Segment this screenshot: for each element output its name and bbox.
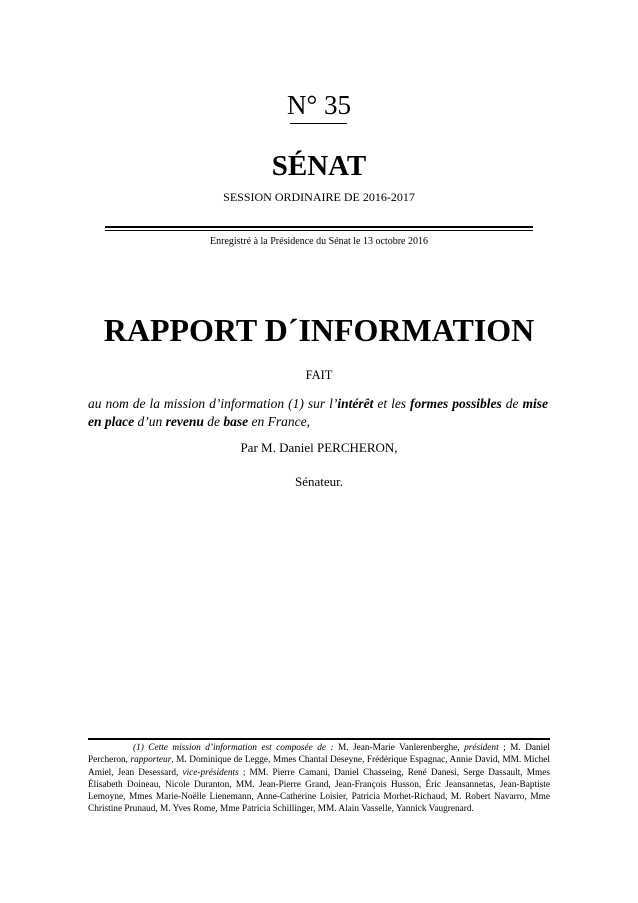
- fn-role: vice-présidents: [182, 767, 239, 778]
- fn-role: rapporteur: [130, 755, 172, 766]
- author-title: Sénateur.: [294, 474, 343, 489]
- footnote-divider: [88, 738, 550, 740]
- institution-name: SÉNAT: [271, 150, 367, 182]
- fait-label: FAIT: [305, 368, 333, 382]
- text-segment: de: [203, 414, 224, 429]
- text-segment: d’un: [134, 414, 166, 429]
- fn-text: M. Jean-Marie Vanlerenberghe,: [333, 743, 465, 753]
- fn-text: ; MM. Pierre Camani, Daniel Chasseing, René Danesi, Serge Dassault, Mmes Élisabeth Doineau, Nicole Duranton, MM. Jean-Pierre Grand, Jean-François Husson, Éric Jeansannetas, Jean-Baptiste Lemoyne, Mmes Marie-Noëlle Lienemann, Anne-Catherine Loisier, Patricia Morhet-Richaud, M. Robert Navarro, Mme Christine Prunaud, M. Yves Rome, Mme Patricia Schillinger, MM. Alain Vasselle, Yannick Vaugrenard.: [88, 767, 550, 815]
- fn-role: président: [464, 743, 499, 753]
- emphasis: formes possibles: [410, 396, 502, 411]
- emphasis: base: [223, 414, 249, 429]
- subject-paragraph: [88, 395, 548, 431]
- text-segment: de: [501, 396, 523, 411]
- author: Par M. Daniel PERCHERON,: [240, 440, 398, 455]
- fn-text: , M. Dominique de Legge, Mmes Chantal Deseyne, Frédérique Espagnac, Annie David, MM. Michel Amiel, Jean Desessard,: [88, 755, 550, 778]
- session: SESSION ORDINAIRE DE 2016-2017: [223, 190, 415, 204]
- emphasis: mise en place: [88, 396, 548, 429]
- text-segment: en France,: [248, 414, 310, 429]
- fn-text: ; M. Daniel Percheron,: [88, 743, 550, 766]
- divider: [105, 230, 533, 231]
- emphasis: revenu: [165, 414, 204, 429]
- report-number: N° 35: [286, 90, 352, 120]
- text-segment: au nom de la mission d’information (1) sur l’: [88, 396, 338, 411]
- divider: [105, 226, 533, 228]
- registration-note: Enregistré à la Présidence du Sénat le 13 octobre 2016: [210, 236, 428, 247]
- text-segment: et les: [373, 396, 411, 411]
- document-title: RAPPORT D´INFORMATION: [103, 312, 535, 348]
- footnote-intro: (1) Cette mission d’information est composée de :: [133, 743, 334, 753]
- footnote: [88, 742, 550, 816]
- number-underline: [290, 123, 347, 124]
- emphasis: intérêt: [337, 396, 374, 411]
